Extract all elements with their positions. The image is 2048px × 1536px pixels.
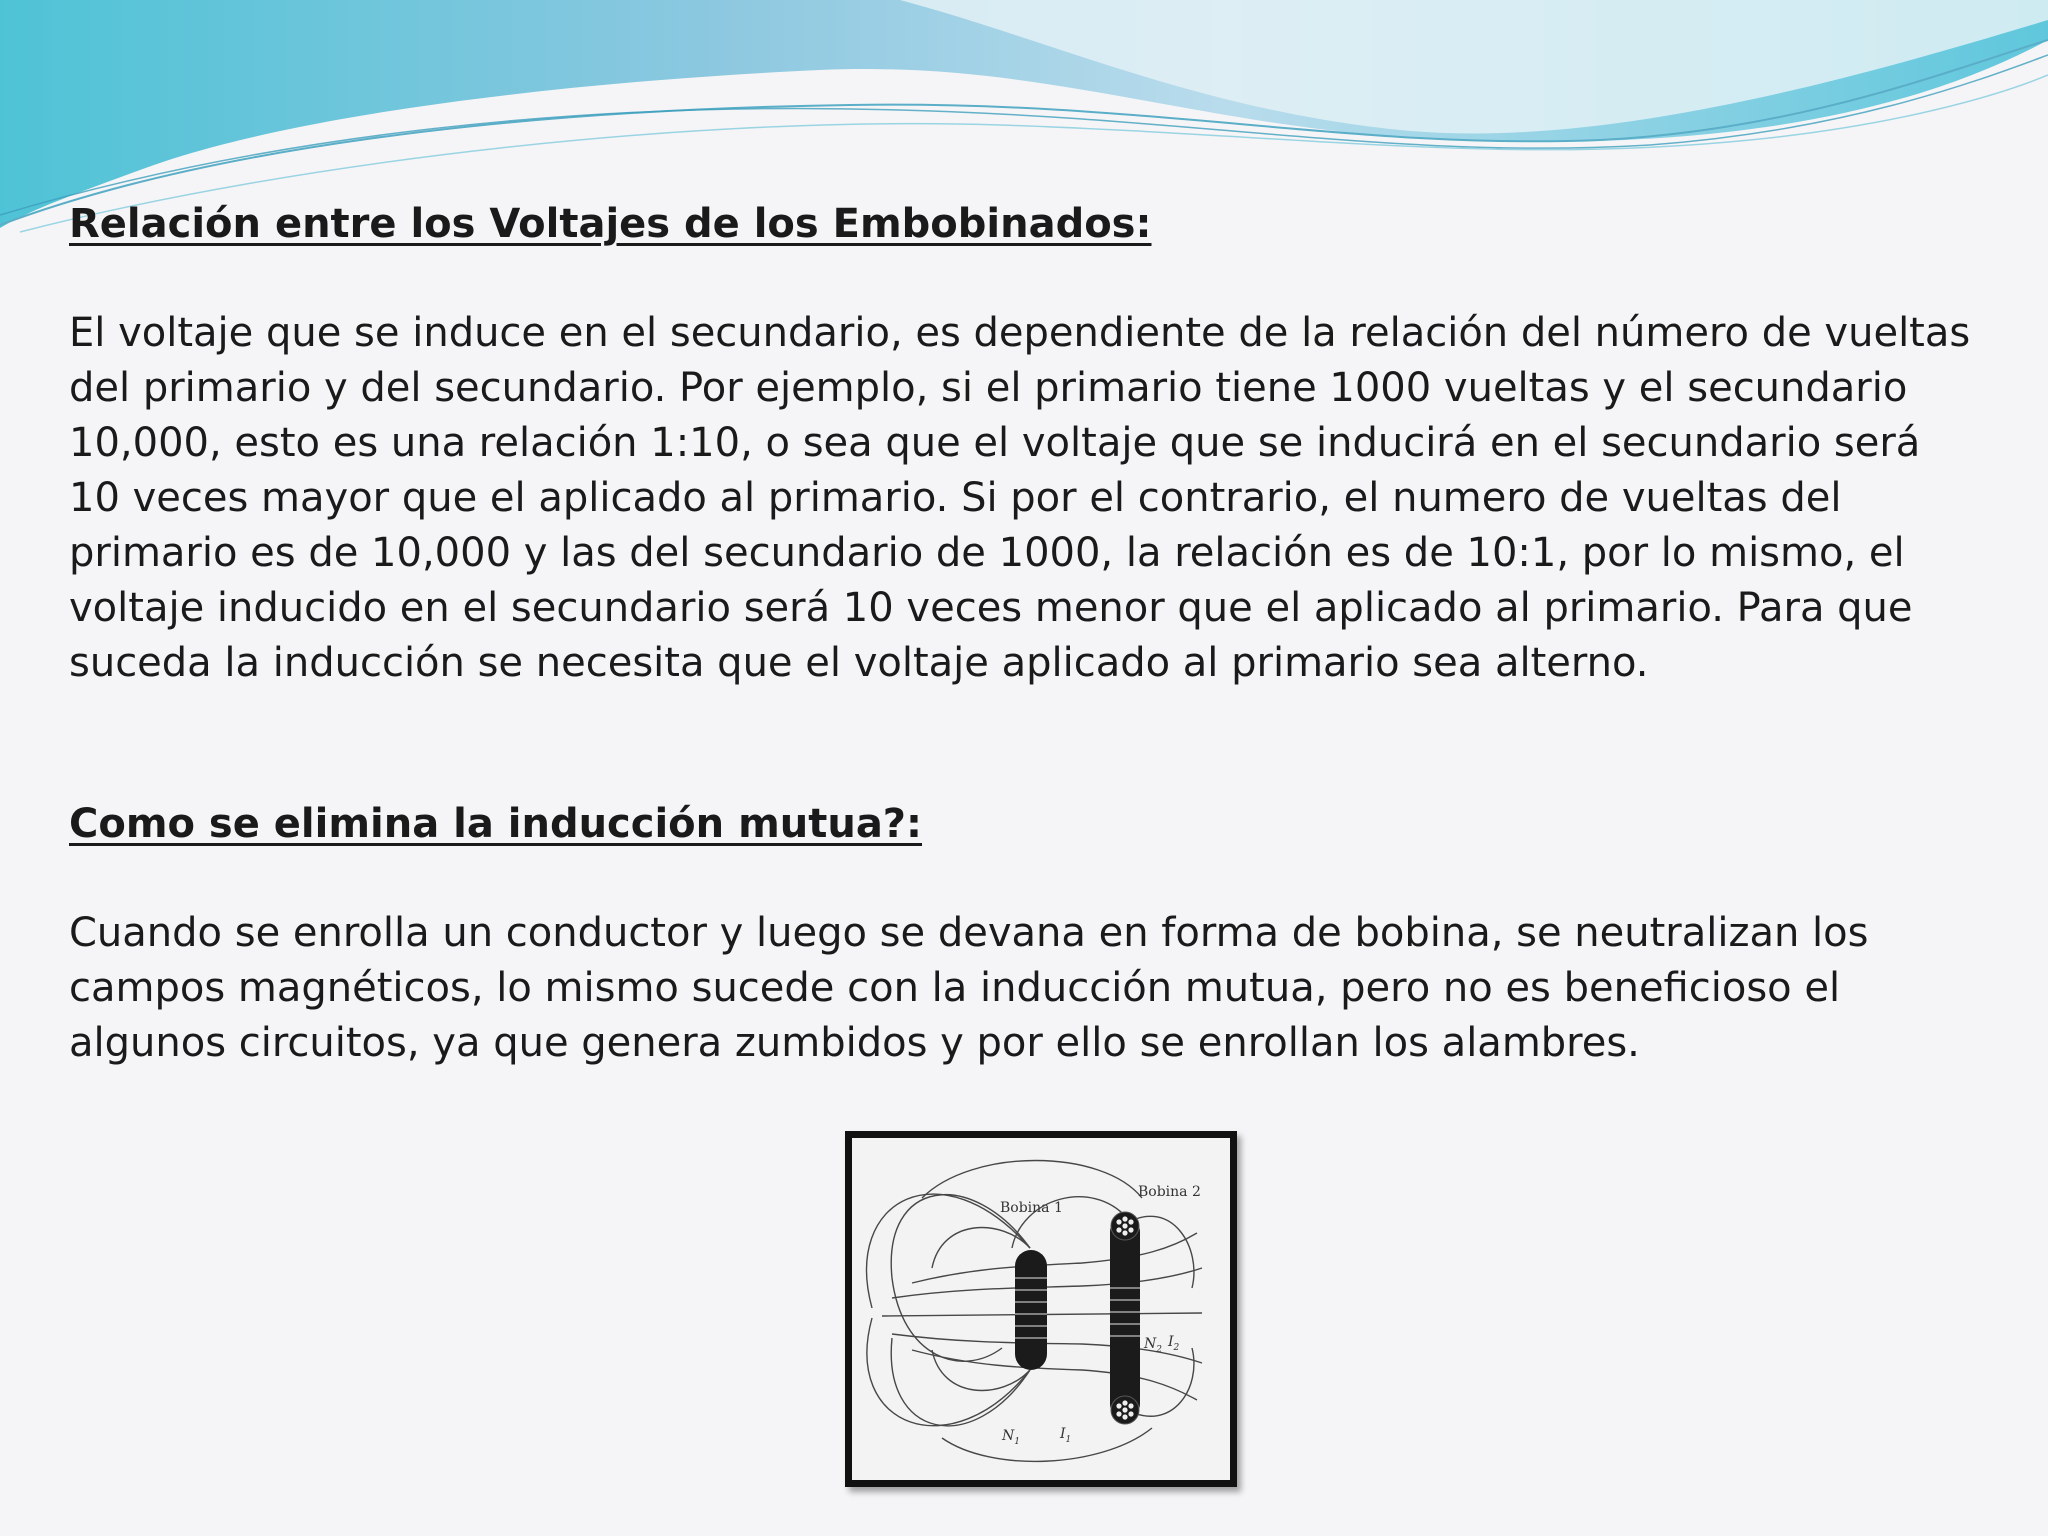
paragraph-line: suceda la inducción se necesita que el voltaje aplicado al primario sea alterno. [69, 640, 1649, 686]
label-n1: $N_1$ [1002, 1428, 1020, 1447]
slide-content [69, 196, 2009, 1066]
label-n2: $N_2$ [1144, 1336, 1162, 1355]
paragraph-line: 10 veces mayor que el aplicado al primario. Si por el contrario, el numero de vueltas del [69, 475, 1842, 521]
label-coil-1: Bobina 1 [1000, 1200, 1063, 1216]
paragraph-line: El voltaje que se induce en el secundario, es dependiente de la relación del número de vueltas [69, 310, 1971, 356]
label-i2: $I_2$ [1168, 1334, 1180, 1353]
paragraph-line: del primario y del secundario. Por ejemplo, si el primario tiene 1000 vueltas y el secundario [69, 365, 1908, 411]
paragraph-line: primario es de 10,000 y las del secundario de 1000, la relación es de 10:1, por lo mismo, el [69, 530, 1905, 576]
section-paragraph-voltage-relation [69, 306, 2009, 691]
section-heading-mutual-induction: Como se elimina la inducción mutua?: [69, 801, 923, 847]
coils-field-illustration [852, 1138, 1230, 1480]
paragraph-line: campos magnéticos, lo mismo sucede con la inducción mutua, pero no es beneficioso el [69, 965, 1841, 1011]
section-paragraph-mutual-induction [69, 906, 1868, 1071]
section-heading-voltage-relation: Relación entre los Voltajes de los Embobinados: [69, 201, 1152, 247]
mutual-induction-diagram [845, 1131, 1237, 1487]
label-i1: $I_1$ [1060, 1426, 1072, 1445]
paragraph-line: voltaje inducido en el secundario será 10 veces menor que el aplicado al primario. Para que [69, 585, 1913, 631]
label-coil-2: Bobina 2 [1138, 1184, 1201, 1200]
paragraph-line: Cuando se enrolla un conductor y luego se devana en forma de bobina, se neutralizan los [69, 910, 1869, 956]
paragraph-line: algunos circuitos, ya que genera zumbidos y por ello se enrollan los alambres. [69, 1020, 1640, 1066]
paragraph-line: 10,000, esto es una relación 1:10, o sea que el voltaje que se inducirá en el secundario será [69, 420, 1921, 466]
